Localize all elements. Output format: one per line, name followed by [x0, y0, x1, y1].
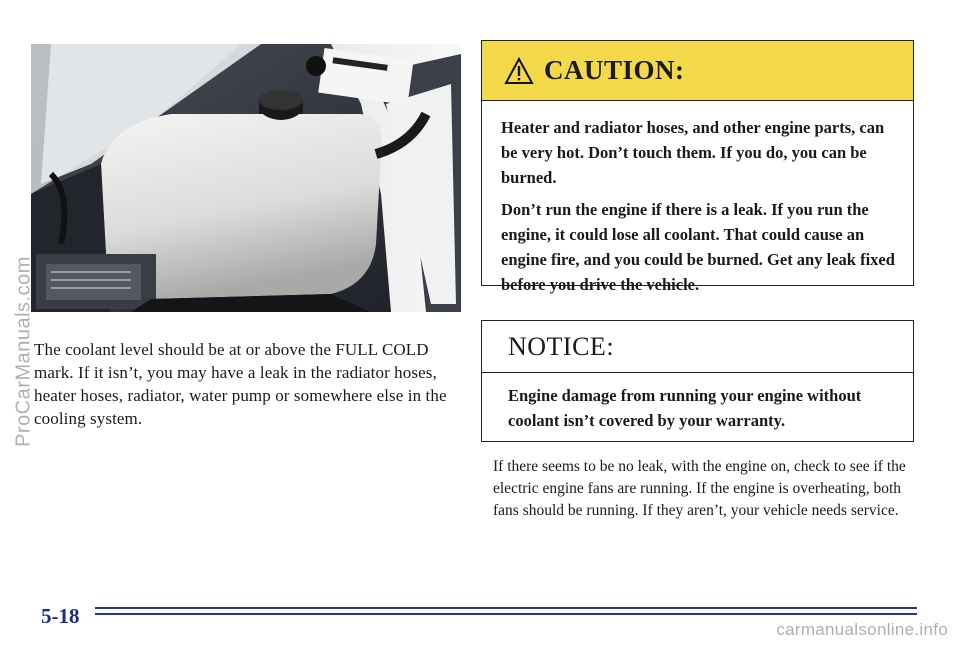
- caution-paragraph: Don’t run the engine if there is a leak. If you run the engine, it could lose all coolant. That could cause an engine fire, and you could be burned. Get any leak fixed before you drive the vehicle.: [501, 200, 895, 294]
- caution-box: [481, 40, 914, 294]
- electric-fans-paragraph: If there seems to be no leak, with the engine on, check to see if the electric engine fans are running. If the engine is overheating, both fans should be running. If they aren’t, your vehicle needs service.: [493, 458, 906, 519]
- bottom-watermark: carmanualsonline.info: [776, 620, 948, 639]
- warning-triangle-icon: [504, 57, 534, 85]
- coolant-level-paragraph: The coolant level should be at or above the FULL COLD mark. If it isn’t, you may have a leak in the radiator hoses, heater hoses, radiator, water pump or somewhere else in the cooling system.: [34, 340, 447, 428]
- caution-header: [482, 41, 913, 101]
- notice-paragraph: Engine damage from running your engine without coolant isn’t covered by your warranty.: [508, 386, 862, 430]
- caution-title: CAUTION:: [544, 55, 685, 85]
- footer-rule: [95, 607, 917, 617]
- notice-body: [482, 373, 913, 433]
- notice-title: NOTICE:: [508, 331, 615, 361]
- page-number: 5-18: [41, 604, 80, 628]
- caution-paragraph: Heater and radiator hoses, and other engine parts, can be very hot. Don’t touch them. If you do, you can be burned.: [501, 118, 885, 187]
- notice-box: [481, 320, 914, 442]
- caution-body: [482, 101, 913, 297]
- notice-header: [482, 321, 913, 373]
- side-watermark: ProCarManuals.com: [12, 256, 35, 447]
- coolant-reservoir-photo: [31, 44, 461, 312]
